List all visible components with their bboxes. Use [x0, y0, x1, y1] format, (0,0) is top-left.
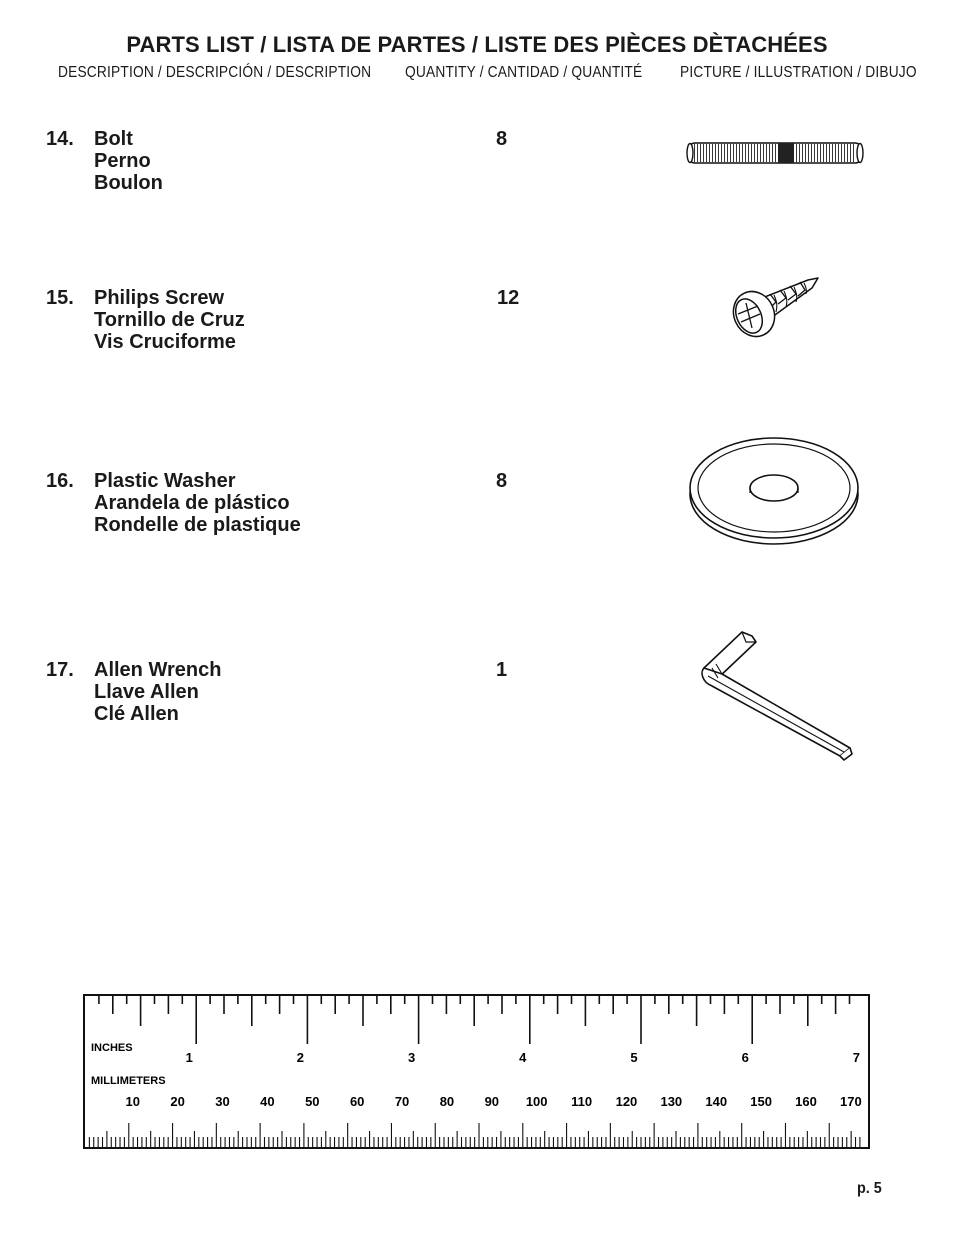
millimeter-mark-label: 40	[260, 1094, 275, 1109]
part-names	[94, 470, 301, 536]
millimeter-mark-label: 50	[305, 1094, 320, 1109]
inch-mark-label: 4	[519, 1050, 527, 1065]
millimeter-mark-label: 60	[349, 1094, 365, 1109]
column-header-picture: PICTURE / ILLUSTRATION / DIBUJO	[680, 64, 917, 81]
inch-mark-label: 2	[296, 1050, 305, 1065]
part-number: 15.	[46, 287, 74, 309]
part-name-fr: Rondelle de plastique	[94, 514, 301, 536]
millimeter-mark-label: 160	[795, 1094, 817, 1109]
millimeter-mark-label: 140	[705, 1094, 728, 1109]
page-title: PARTS LIST / LISTA DE PARTES / LISTE DES PIÈCES DÈTACHÉES	[126, 32, 828, 57]
part-names	[94, 128, 163, 194]
part-quantity: 12	[497, 287, 520, 309]
phillips-screw-icon	[724, 270, 824, 342]
millimeter-mark-label: 20	[170, 1094, 185, 1109]
part-name-en: Philips Screw	[94, 287, 225, 309]
page-number: p. 5	[857, 1180, 882, 1197]
millimeters-label: MILLIMETERS	[91, 1075, 166, 1087]
part-number: 14.	[46, 128, 74, 150]
millimeter-mark-label: 70	[394, 1094, 410, 1109]
allen-wrench-icon	[694, 626, 858, 766]
part-name-en: Bolt	[94, 128, 133, 150]
part-name-fr: Boulon	[94, 172, 163, 194]
part-names	[94, 287, 245, 353]
millimeter-mark-label: 120	[615, 1094, 638, 1109]
inch-mark-label: 7	[852, 1050, 861, 1065]
part-quantity: 8	[496, 128, 508, 150]
inch-mark-label: 3	[407, 1050, 416, 1065]
millimeter-mark-label: 80	[439, 1094, 455, 1109]
part-number: 16.	[46, 470, 74, 492]
part-name-en: Plastic Washer	[94, 470, 236, 492]
inch-mark-label: 6	[741, 1050, 749, 1065]
inch-mark-label: 5	[630, 1050, 638, 1065]
part-name-es: Perno	[94, 150, 151, 172]
millimeter-mark-label: 150	[750, 1094, 772, 1109]
part-name-fr: Vis Cruciforme	[94, 331, 236, 353]
millimeter-mark-label: 130	[660, 1094, 683, 1109]
column-header-quantity: QUANTITY / CANTIDAD / QUANTITÉ	[405, 64, 643, 81]
part-name-fr: Clé Allen	[94, 703, 179, 725]
part-name-es: Arandela de plástico	[94, 492, 290, 514]
part-quantity: 8	[496, 470, 508, 492]
millimeter-mark-label: 110	[571, 1094, 593, 1109]
millimeter-mark-label: 10	[125, 1094, 141, 1109]
part-number: 17.	[46, 659, 74, 681]
part-name-es: Llave Allen	[94, 681, 199, 703]
part-names	[94, 659, 221, 725]
part-name-es: Tornillo de Cruz	[94, 309, 245, 331]
inches-label: INCHES	[91, 1042, 133, 1054]
bolt-icon	[684, 138, 868, 170]
column-header-description: DESCRIPTION / DESCRIPCIÓN / DESCRIPTION	[58, 64, 372, 81]
millimeter-mark-label: 90	[484, 1094, 500, 1109]
inch-mark-label: 1	[185, 1050, 193, 1065]
ruler	[83, 994, 870, 1149]
millimeter-mark-label: 170	[840, 1094, 862, 1109]
plastic-washer-icon	[686, 432, 862, 548]
part-quantity: 1	[496, 659, 508, 681]
millimeter-mark-label: 100	[525, 1094, 548, 1109]
millimeter-mark-label: 30	[215, 1094, 230, 1109]
part-name-en: Allen Wrench	[94, 659, 222, 681]
